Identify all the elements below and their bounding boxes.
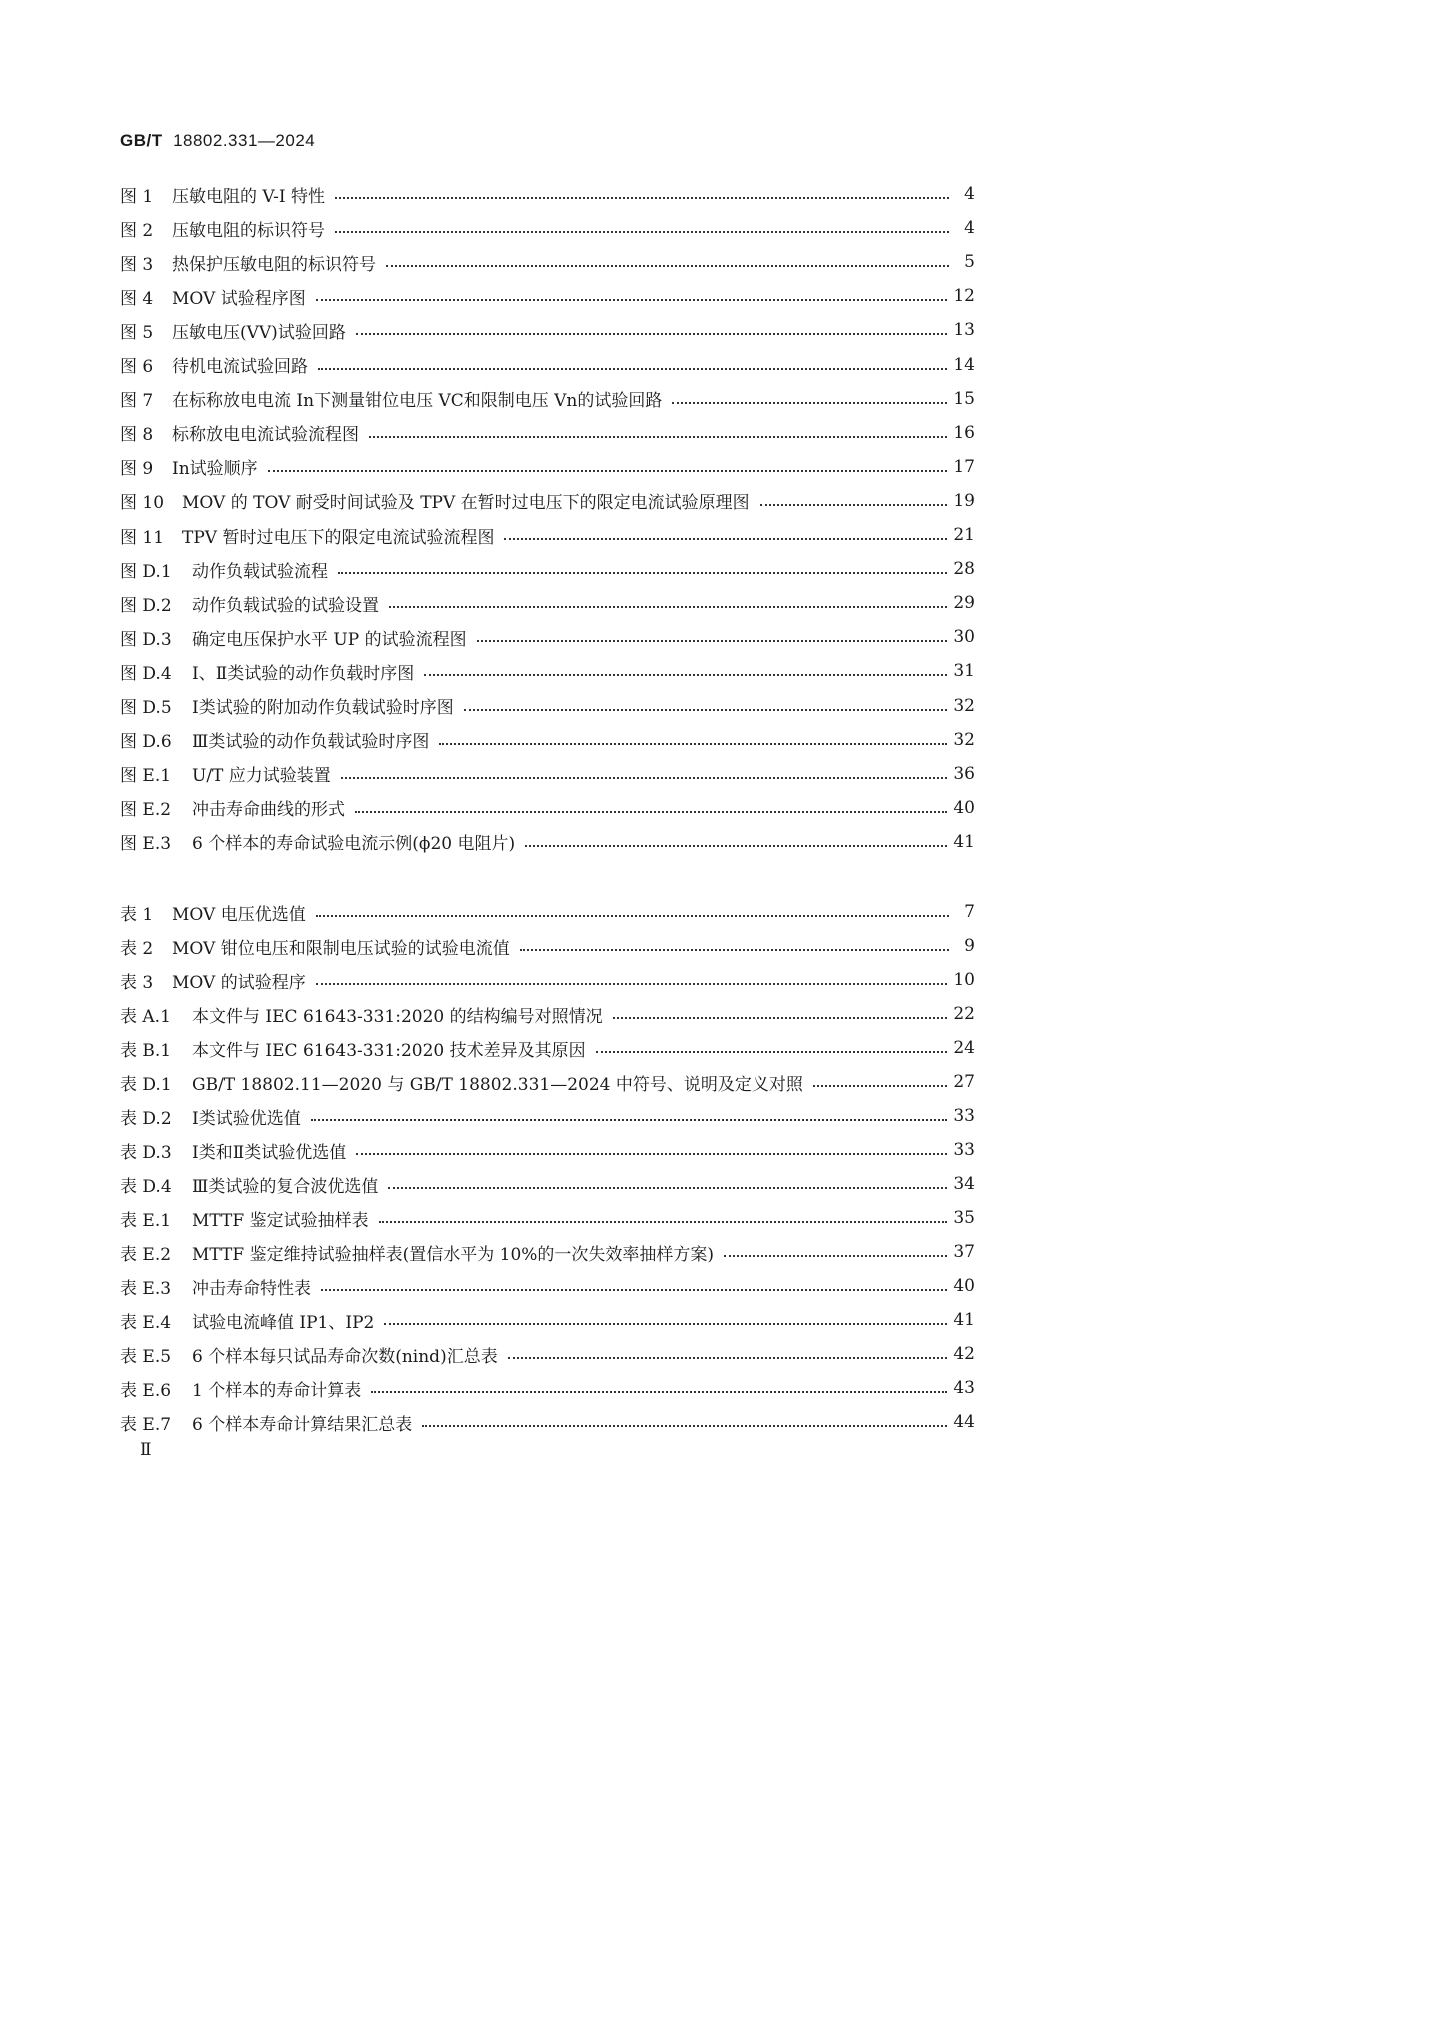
table-page-number: 33 <box>953 1106 975 1126</box>
dot-leader <box>386 265 949 267</box>
figure-label: 图 D.1 <box>120 561 172 582</box>
figure-title: Ⅰ类试验的附加动作负载试验时序图 <box>192 698 454 718</box>
figure-title: 确定电压保护水平 UP 的试验流程图 <box>192 629 467 650</box>
table-entry[interactable] <box>120 1204 975 1232</box>
table-title: Ⅰ类和Ⅱ类试验优选值 <box>192 1142 347 1163</box>
figure-title: 在标称放电电流 In下测量钳位电压 VC和限制电压 Vn的试验回路 <box>172 391 663 412</box>
figure-page-number: 30 <box>953 627 975 648</box>
dot-leader <box>316 915 949 917</box>
figure-page-number: 21 <box>953 525 975 545</box>
figure-entry[interactable] <box>120 453 975 481</box>
figure-label: 图 D.2 <box>120 595 172 616</box>
dot-leader <box>613 1017 948 1019</box>
dot-leader <box>338 572 947 574</box>
figure-page-number: 41 <box>953 831 975 852</box>
dot-leader <box>335 231 949 233</box>
dot-leader <box>384 1323 947 1325</box>
page-number: Ⅱ <box>140 1440 152 1460</box>
table-title: 本文件与 IEC 61643-331:2020 的结构编号对照情况 <box>192 1006 603 1027</box>
figure-entry[interactable] <box>120 180 975 208</box>
table-page-number: 10 <box>953 970 975 990</box>
figure-page-number: 5 <box>964 252 975 273</box>
figure-entry[interactable] <box>120 521 975 549</box>
figure-label: 图 10 <box>120 493 165 514</box>
table-label: 表 E.7 <box>120 1414 172 1435</box>
figure-page-number: 40 <box>953 797 975 818</box>
figure-title: 6 个样本的寿命试验电流示例(ϕ20 电阻片) <box>192 834 516 855</box>
figure-title: 压敏电阻的标识符号 <box>172 220 325 241</box>
figure-title: Ⅲ类试验的动作负载试验时序图 <box>192 732 430 753</box>
table-page-number: 44 <box>953 1412 975 1432</box>
table-entry[interactable] <box>120 1340 975 1368</box>
figure-entry[interactable] <box>120 828 975 856</box>
figure-page-number: 14 <box>953 354 975 375</box>
table-title: 冲击寿命特性表 <box>192 1278 311 1299</box>
figure-title: 压敏电阻的 V-I 特性 <box>172 186 325 207</box>
dot-leader <box>525 845 947 847</box>
table-entry[interactable] <box>120 1068 975 1096</box>
figure-entry[interactable] <box>120 794 975 822</box>
dot-leader <box>439 743 947 745</box>
table-entry[interactable] <box>120 898 975 926</box>
figure-title: 标称放电电流试验流程图 <box>172 425 359 446</box>
figure-label: 图 11 <box>120 527 165 548</box>
dot-leader <box>355 811 947 813</box>
table-label: 表 B.1 <box>120 1040 172 1061</box>
table-page-number: 34 <box>953 1174 975 1194</box>
dot-leader <box>369 436 947 438</box>
figure-label: 图 2 <box>120 220 154 241</box>
table-page-number: 24 <box>953 1038 975 1058</box>
figure-entry[interactable] <box>120 555 975 583</box>
figure-page-number: 29 <box>953 593 975 614</box>
dot-leader <box>311 1119 948 1121</box>
dot-leader <box>389 606 947 608</box>
table-label: 表 E.1 <box>120 1210 172 1231</box>
figure-page-number: 12 <box>953 286 975 307</box>
figure-entry[interactable] <box>120 248 975 276</box>
table-page-number: 35 <box>953 1208 975 1228</box>
dot-leader <box>356 333 948 335</box>
figure-label: 图 D.6 <box>120 732 172 753</box>
figure-entry[interactable] <box>120 623 975 651</box>
table-title: Ⅲ类试验的复合波优选值 <box>192 1176 379 1197</box>
dot-leader <box>356 1153 947 1155</box>
table-page-number: 43 <box>953 1378 975 1398</box>
table-label: 表 E.4 <box>120 1312 172 1333</box>
table-entry[interactable] <box>120 1170 975 1198</box>
figure-entry[interactable] <box>120 692 975 720</box>
table-title: MOV 钳位电压和限制电压试验的试验电流值 <box>172 938 510 959</box>
figure-page-number: 36 <box>953 763 975 784</box>
dot-leader <box>341 777 948 779</box>
table-title: GB/T 18802.11—2020 与 GB/T 18802.331—2024 中符号、说明及定义对照 <box>192 1074 803 1095</box>
figure-entry[interactable] <box>120 419 975 447</box>
table-label: 表 3 <box>120 972 154 993</box>
figure-page-number: 31 <box>953 661 975 682</box>
figure-label: 图 7 <box>120 391 154 412</box>
figure-title: 热保护压敏电阻的标识符号 <box>172 254 376 275</box>
table-title: Ⅰ类试验优选值 <box>192 1108 301 1129</box>
table-label: 表 D.2 <box>120 1108 172 1129</box>
table-page-number: 22 <box>953 1004 975 1024</box>
table-entry[interactable] <box>120 966 975 994</box>
dot-leader <box>464 709 948 711</box>
figure-label: 图 1 <box>120 186 154 207</box>
figure-page-number: 19 <box>953 490 975 511</box>
figure-entry[interactable] <box>120 657 975 685</box>
dot-leader <box>379 1221 948 1223</box>
figure-entry[interactable] <box>120 214 975 242</box>
table-label: 表 A.1 <box>120 1006 171 1027</box>
standard-code: GB/T <box>120 131 163 150</box>
table-title: MOV 电压优选值 <box>172 904 306 925</box>
figure-title: MOV 试验程序图 <box>172 288 306 309</box>
dot-leader <box>318 368 947 370</box>
dot-leader <box>316 983 948 985</box>
figure-page-number: 28 <box>953 559 975 580</box>
table-title: 6 个样本寿命计算结果汇总表 <box>192 1414 413 1435</box>
table-title: 1 个样本的寿命计算表 <box>192 1380 362 1401</box>
table-label: 表 E.6 <box>120 1380 172 1401</box>
table-entry[interactable] <box>120 1136 975 1164</box>
figure-label: 图 E.3 <box>120 834 172 855</box>
figure-label: 图 8 <box>120 425 154 446</box>
dot-leader <box>388 1187 947 1189</box>
figure-label: 图 4 <box>120 288 154 309</box>
figure-page-number: 15 <box>953 388 975 409</box>
dot-leader <box>504 538 947 540</box>
figure-label: 图 9 <box>120 459 154 480</box>
standard-number: 18802.331—2024 <box>173 131 316 150</box>
table-page-number: 7 <box>964 902 975 922</box>
figure-label: 图 3 <box>120 254 154 275</box>
figure-page-number: 4 <box>964 184 975 204</box>
document-header <box>120 131 315 151</box>
table-entry[interactable] <box>120 1034 975 1062</box>
dot-leader <box>477 640 948 642</box>
figure-title: U/T 应力试验装置 <box>192 766 331 787</box>
table-page-number: 41 <box>953 1310 975 1330</box>
table-title: 6 个样本每只试品寿命次数(nind)汇总表 <box>192 1346 498 1367</box>
figure-entry[interactable] <box>120 760 975 788</box>
dot-leader <box>813 1085 947 1087</box>
dot-leader <box>520 949 949 951</box>
figure-title: In试验顺序 <box>172 459 258 480</box>
figure-title: 动作负载试验流程 <box>192 561 328 582</box>
figure-entry[interactable] <box>120 487 975 515</box>
table-label: 表 E.5 <box>120 1346 172 1367</box>
figure-label: 图 5 <box>120 322 154 343</box>
table-page-number: 42 <box>953 1344 975 1364</box>
dot-leader <box>508 1357 948 1359</box>
figure-title: Ⅰ、Ⅱ类试验的动作负载时序图 <box>192 663 415 684</box>
figure-entry[interactable] <box>120 726 975 754</box>
table-page-number: 9 <box>964 936 975 956</box>
figure-entry[interactable] <box>120 351 975 379</box>
figure-page-number: 4 <box>964 218 975 239</box>
dot-leader <box>371 1391 947 1393</box>
table-title: 本文件与 IEC 61643-331:2020 技术差异及其原因 <box>192 1040 586 1061</box>
table-entry[interactable] <box>120 1000 975 1028</box>
figure-entry[interactable] <box>120 385 975 413</box>
table-label: 表 E.2 <box>120 1244 172 1265</box>
figure-title: MOV 的 TOV 耐受时间试验及 TPV 在暂时过电压下的限定电流试验原理图 <box>182 493 750 514</box>
table-entry[interactable] <box>120 1238 975 1266</box>
figure-label: 图 E.2 <box>120 800 172 821</box>
figure-label: 图 D.5 <box>120 698 172 718</box>
table-page-number: 27 <box>953 1072 975 1092</box>
figure-title: TPV 暂时过电压下的限定电流试验流程图 <box>182 527 495 548</box>
table-title: 试验电流峰值 IP1、IP2 <box>192 1312 375 1333</box>
table-entry[interactable] <box>120 1408 975 1436</box>
table-entry[interactable] <box>120 1374 975 1402</box>
dot-leader <box>335 197 949 199</box>
figure-page-number: 16 <box>953 422 975 443</box>
figure-page-number: 13 <box>953 320 975 341</box>
table-label: 表 E.3 <box>120 1278 172 1299</box>
dot-leader <box>724 1255 947 1257</box>
table-page-number: 37 <box>953 1242 975 1262</box>
figure-entry[interactable] <box>120 282 975 310</box>
figure-label: 图 D.3 <box>120 629 172 650</box>
dot-leader <box>321 1289 947 1291</box>
table-label: 表 2 <box>120 938 154 959</box>
table-label: 表 D.1 <box>120 1074 172 1095</box>
figure-page-number: 32 <box>953 729 975 750</box>
table-entry[interactable] <box>120 932 975 960</box>
figure-title: 待机电流试验回路 <box>172 357 308 377</box>
table-title: MOV 的试验程序 <box>172 972 306 993</box>
figure-page-number: 17 <box>953 456 975 477</box>
figure-label: 图 D.4 <box>120 663 172 684</box>
table-title: MTTF 鉴定试验抽样表 <box>192 1210 369 1231</box>
dot-leader <box>760 504 948 506</box>
figure-label: 图 E.1 <box>120 766 172 787</box>
table-label: 表 1 <box>120 904 154 925</box>
table-page-number: 40 <box>953 1276 975 1296</box>
figure-page-number: 32 <box>953 695 975 716</box>
table-title: MTTF 鉴定维持试验抽样表(置信水平为 10%的一次失效率抽样方案) <box>192 1244 715 1265</box>
figure-title: 动作负载试验的试验设置 <box>192 595 379 616</box>
figure-title: 压敏电压(VV)试验回路 <box>172 322 346 343</box>
figure-title: 冲击寿命曲线的形式 <box>192 800 345 821</box>
dot-leader <box>424 674 947 676</box>
figure-entry[interactable] <box>120 316 975 344</box>
table-label: 表 D.4 <box>120 1176 172 1197</box>
figure-label: 图 6 <box>120 357 154 377</box>
figure-entry[interactable] <box>120 589 975 617</box>
dot-leader <box>268 470 948 472</box>
dot-leader <box>672 402 947 404</box>
dot-leader <box>422 1425 947 1427</box>
table-entry[interactable] <box>120 1306 975 1334</box>
table-entry[interactable] <box>120 1102 975 1130</box>
table-entry[interactable] <box>120 1272 975 1300</box>
table-page-number: 33 <box>953 1140 975 1160</box>
dot-leader <box>596 1051 948 1053</box>
dot-leader <box>316 299 948 301</box>
table-label: 表 D.3 <box>120 1142 172 1163</box>
